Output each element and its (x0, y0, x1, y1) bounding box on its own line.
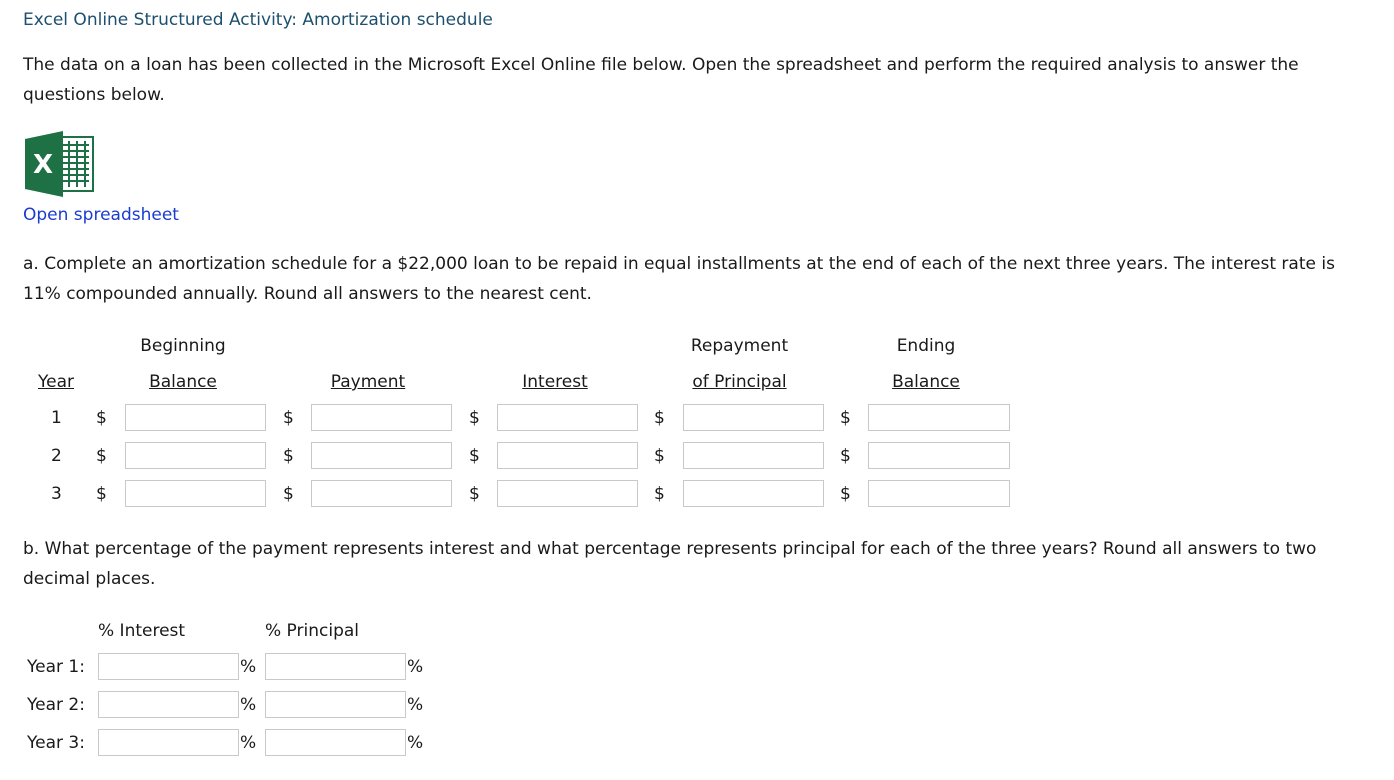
percent-principal-input-year-1[interactable] (265, 653, 406, 680)
year-label: 1 (51, 408, 62, 428)
percent-sign: % (240, 657, 257, 677)
beginning-balance-input-year-2[interactable] (125, 442, 266, 469)
header-percent-principal: % Principal (265, 621, 359, 641)
ending-balance-input-year-3[interactable] (868, 480, 1010, 507)
interest-input-year-3[interactable] (497, 480, 638, 507)
repayment-input-year-3[interactable] (683, 480, 824, 507)
year-label: Year 3: (27, 733, 85, 753)
header-beginning-balance: Balance (149, 372, 217, 392)
header-percent-interest: % Interest (98, 621, 186, 641)
repayment-input-year-2[interactable] (683, 442, 824, 469)
dollar-sign: $ (840, 446, 851, 466)
percent-principal-input-year-2[interactable] (265, 691, 406, 718)
dollar-sign: $ (840, 484, 851, 504)
dollar-sign: $ (469, 484, 480, 504)
intro-text: The data on a loan has been collected in the Microsoft Excel Online file below. Open the spreadsheet and perform the required analysis to answer the questions below. (23, 55, 1299, 105)
ending-balance-input-year-1[interactable] (868, 404, 1010, 431)
beginning-balance-input-year-1[interactable] (125, 404, 266, 431)
percent-interest-input-year-3[interactable] (98, 729, 239, 756)
activity-title: Excel Online Structured Activity: Amortization schedule (23, 10, 493, 30)
percent-interest-input-year-1[interactable] (98, 653, 239, 680)
percent-principal-input-year-3[interactable] (265, 729, 406, 756)
year-label: 2 (51, 446, 62, 466)
repayment-input-year-1[interactable] (683, 404, 824, 431)
payment-input-year-1[interactable] (311, 404, 452, 431)
dollar-sign: $ (283, 484, 294, 504)
interest-input-year-2[interactable] (497, 442, 638, 469)
header-ending-top: Ending (896, 336, 956, 356)
dollar-sign: $ (96, 408, 107, 428)
percent-sign: % (240, 695, 257, 715)
header-repayment-top: Repayment (690, 336, 789, 356)
dollar-sign: $ (96, 484, 107, 504)
percent-sign: % (407, 695, 424, 715)
year-label: Year 1: (27, 657, 85, 677)
header-year: Year (38, 372, 74, 392)
dollar-sign: $ (283, 408, 294, 428)
ending-balance-input-year-2[interactable] (868, 442, 1010, 469)
interest-input-year-1[interactable] (497, 404, 638, 431)
open-spreadsheet-link[interactable]: Open spreadsheet (23, 205, 179, 225)
dollar-sign: $ (469, 446, 480, 466)
header-interest: Interest (522, 372, 588, 392)
percent-interest-input-year-2[interactable] (98, 691, 239, 718)
year-label: Year 2: (27, 695, 85, 715)
payment-input-year-3[interactable] (311, 480, 452, 507)
dollar-sign: $ (840, 408, 851, 428)
header-beginning-top: Beginning (140, 336, 226, 356)
part-b-question: b. What percentage of the payment represents interest and what percentage represents principal for each of the three years? Round all answers to two decimal places. (23, 539, 1317, 589)
part-a-question: a. Complete an amortization schedule for a $22,000 loan to be repaid in equal installments at the end of each of the next three years. The interest rate is 11% compounded annually. Round all answers to the nearest cent. (23, 254, 1335, 304)
percent-sign: % (407, 733, 424, 753)
dollar-sign: $ (283, 446, 294, 466)
header-payment: Payment (330, 372, 406, 392)
percent-sign: % (407, 657, 424, 677)
year-label: 3 (51, 484, 62, 504)
payment-input-year-2[interactable] (311, 442, 452, 469)
header-repayment-of-principal: of Principal (692, 372, 787, 392)
svg-text:X: X (32, 150, 54, 180)
header-ending-balance: Balance (892, 372, 960, 392)
excel-icon[interactable] (25, 131, 95, 197)
dollar-sign: $ (654, 484, 665, 504)
percent-sign: % (240, 733, 257, 753)
dollar-sign: $ (654, 408, 665, 428)
dollar-sign: $ (469, 408, 480, 428)
dollar-sign: $ (654, 446, 665, 466)
beginning-balance-input-year-3[interactable] (125, 480, 266, 507)
dollar-sign: $ (96, 446, 107, 466)
